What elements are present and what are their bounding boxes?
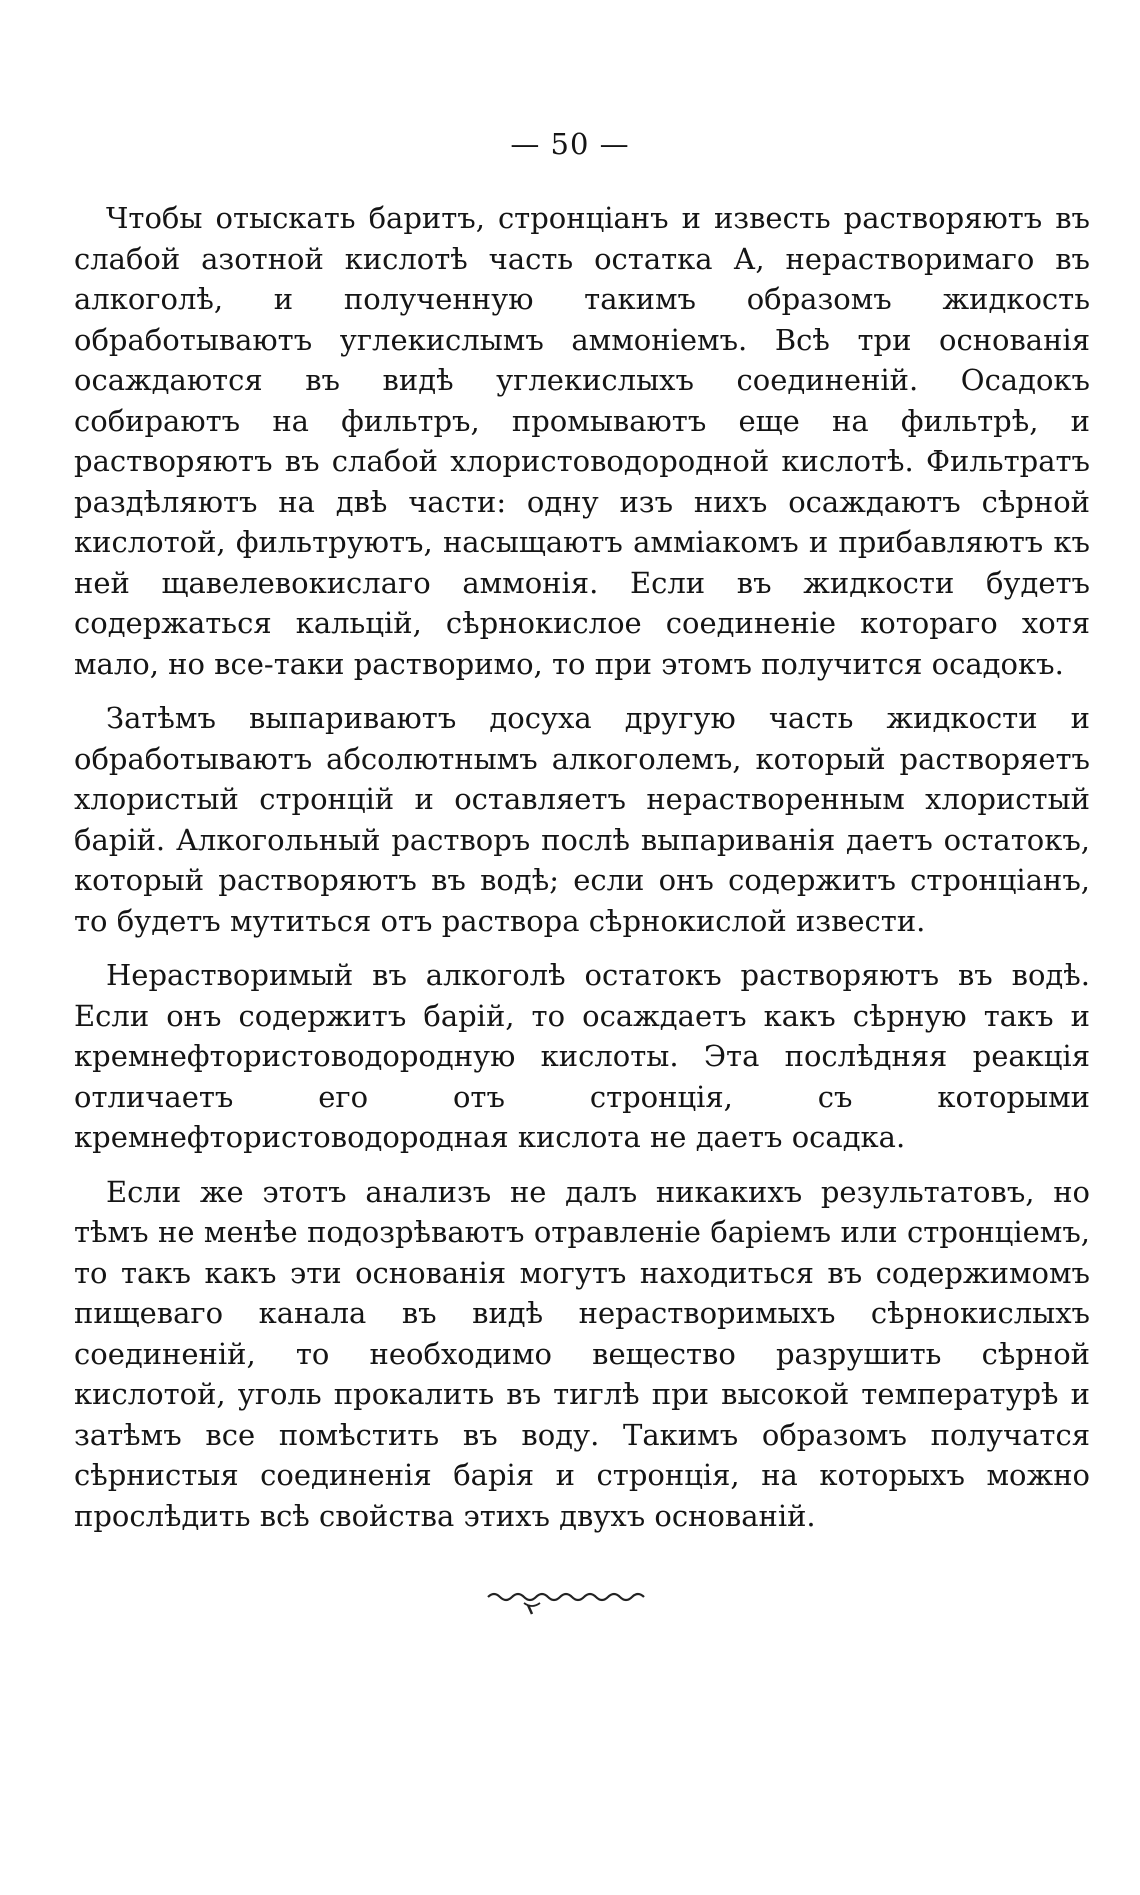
body-text (74, 198, 1090, 1550)
end-ornament-icon (484, 1583, 664, 1619)
page-number: — 50 — (510, 127, 630, 161)
paragraph-barium-test: Нерастворимый въ алкоголѣ остатокъ растворяютъ въ водѣ. Если онъ содержитъ барій, то осаждаетъ какъ сѣрную такъ и кремнефтористоводородную кислоты. Эта послѣдняя реакція отличаетъ его отъ стронція, съ которыми кремнефтористоводородная кислота не даетъ осадка. (74, 958, 1090, 1154)
paragraph-insoluble-sulfates: Если же этотъ анализъ не далъ никакихъ результатовъ, но тѣмъ не менѣе подозрѣваютъ отравленіе баріемъ или стронціемъ, то такъ какъ эти основанія могутъ находиться въ содержимомъ пищеваго канала въ видѣ нерастворимыхъ сѣрнокислыхъ соединеній, то необходимо вещество разрушить сѣрной кислотой, уголь прокалить въ тиглѣ при высокой температурѣ и затѣмъ все помѣстить въ воду. Такимъ образомъ получатся сѣрнистыя соединенія барія и стронція, на которыхъ можно прослѣдить всѣ свойства этихъ двухъ основаній. (74, 1174, 1090, 1533)
paragraph-barium-strontium-lime-separation: Чтобы отыскать баритъ, стронціанъ и известь растворяютъ въ слабой азотной кислотѣ часть остатка А, нерастворимаго въ алкоголѣ, и полученную такимъ образомъ жидкость обработываютъ углекислымъ аммоніемъ. Всѣ три основанія осаждаются въ видѣ углекислыхъ соединеній. Осадокъ собираютъ на фильтръ, промываютъ еще на фильтрѣ, и растворяютъ въ слабой хлористоводородной кислотѣ. Фильтратъ раздѣляютъ на двѣ части: одну изъ нихъ осаждаютъ сѣрной кислотой, фильтруютъ, насыщаютъ амміакомъ и прибавляютъ къ ней щавелевокислаго аммонія. Если въ жидкости будетъ содержаться кальцій, сѣрнокислое соединеніе котораго хотя мало, но все-таки растворимо, то при этомъ получится осадокъ. (74, 201, 1090, 681)
paragraph-strontium-test: Затѣмъ выпариваютъ досуха другую часть жидкости и обработываютъ абсолютнымъ алкоголемъ, который растворяетъ хлористый стронцій и оставляетъ нерастворенным хлористый барій. Алкогольный растворъ послѣ выпариванія даетъ остатокъ, который растворяютъ въ водѣ; если онъ содержитъ стронціанъ, то будетъ мутиться отъ раствора сѣрнокислой извести. (74, 701, 1090, 938)
